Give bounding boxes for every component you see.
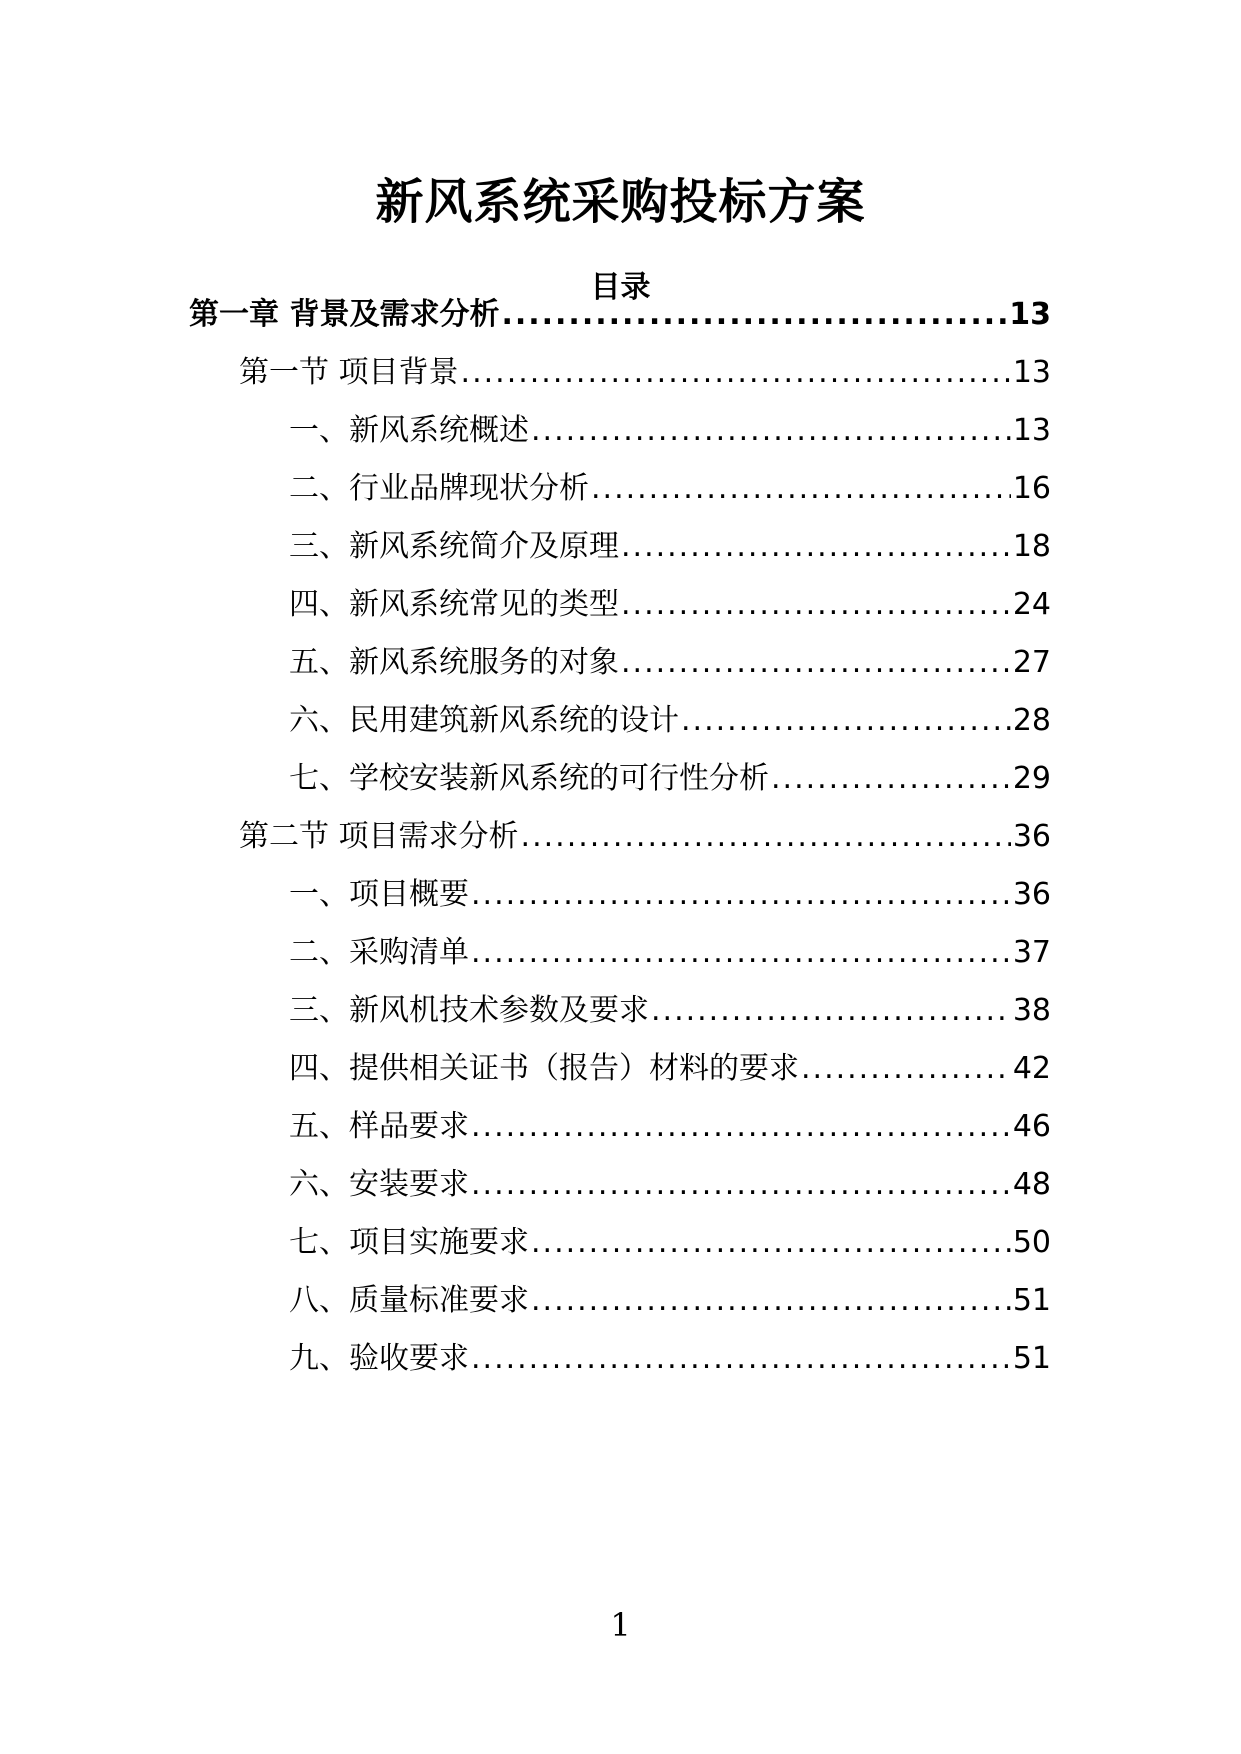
- toc-entry-item[interactable]: [289, 1339, 1051, 1379]
- toc-entry-label: 二、采购清单: [289, 935, 469, 970]
- toc-entry-label: 四、新风系统常见的类型: [289, 587, 619, 622]
- toc-entry-label: 二、行业品牌现状分析: [289, 471, 589, 506]
- toc-leader-dots: [651, 991, 1011, 1031]
- toc-entry-section-2[interactable]: [239, 817, 1051, 857]
- toc-entry-page: 37: [1012, 935, 1051, 970]
- document-title: 新风系统采购投标方案: [375, 174, 866, 230]
- toc-leader-dots: [471, 933, 1011, 973]
- toc-entry-label: 第一章 背景及需求分析: [189, 297, 500, 332]
- toc-entry-label: 六、民用建筑新风系统的设计: [289, 703, 679, 738]
- toc-entry-page: 36: [1012, 819, 1051, 854]
- toc-entry-item[interactable]: [289, 875, 1051, 915]
- toc-entry-page: 50: [1012, 1225, 1051, 1260]
- toc-leader-dots: [501, 295, 1007, 335]
- toc-entry-page: 13: [1012, 355, 1051, 390]
- toc-entry-page: 13: [1009, 297, 1051, 332]
- toc-leader-dots: [471, 1339, 1011, 1379]
- toc-leader-dots: [801, 1049, 1011, 1089]
- toc-entry-page: 27: [1012, 645, 1051, 680]
- toc-entry-page: 36: [1012, 877, 1051, 912]
- toc-leader-dots: [771, 759, 1011, 799]
- toc-entry-item[interactable]: [289, 585, 1051, 625]
- toc-entry-page: 48: [1012, 1167, 1051, 1202]
- toc-leader-dots: [621, 527, 1011, 567]
- toc-entry-page: 46: [1012, 1109, 1051, 1144]
- toc-entry-chapter-1[interactable]: [189, 295, 1051, 335]
- toc-leader-dots: [521, 817, 1011, 857]
- toc-entry-item[interactable]: [289, 1281, 1051, 1321]
- toc-leader-dots: [591, 469, 1011, 509]
- toc-leader-dots: [531, 1281, 1011, 1321]
- toc-entry-item[interactable]: [289, 991, 1051, 1031]
- toc-entry-page: 18: [1012, 529, 1051, 564]
- toc-entry-item[interactable]: [289, 1049, 1051, 1089]
- toc-entry-page: 13: [1012, 413, 1051, 448]
- toc-entry-page: 16: [1012, 471, 1051, 506]
- toc-leader-dots: [531, 1223, 1011, 1263]
- toc-entry-label: 七、项目实施要求: [289, 1225, 529, 1260]
- toc-entry-label: 第二节 项目需求分析: [239, 819, 519, 854]
- toc-entry-label: 六、安装要求: [289, 1167, 469, 1202]
- toc-entry-label: 七、学校安装新风系统的可行性分析: [289, 761, 769, 796]
- toc-entry-item[interactable]: [289, 759, 1051, 799]
- toc-entry-item[interactable]: [289, 933, 1051, 973]
- toc-leader-dots: [471, 875, 1011, 915]
- toc-entry-label: 一、项目概要: [289, 877, 469, 912]
- toc-entry-section-1[interactable]: [239, 353, 1051, 393]
- toc-entry-label: 一、新风系统概述: [289, 413, 529, 448]
- toc-entry-label: 九、验收要求: [289, 1341, 469, 1376]
- toc-entry-item[interactable]: [289, 1223, 1051, 1263]
- toc-entry-label: 三、新风机技术参数及要求: [289, 993, 649, 1028]
- toc-entry-label: 五、样品要求: [289, 1109, 469, 1144]
- toc-entry-item[interactable]: [289, 1165, 1051, 1205]
- toc-leader-dots: [621, 643, 1011, 683]
- toc-leader-dots: [471, 1165, 1011, 1205]
- toc-leader-dots: [621, 585, 1011, 625]
- toc-entry-page: 24: [1012, 587, 1051, 622]
- toc-entry-page: 28: [1012, 703, 1051, 738]
- toc-entry-item[interactable]: [289, 1107, 1051, 1147]
- toc-entry-label: 五、新风系统服务的对象: [289, 645, 619, 680]
- toc-entry-page: 51: [1012, 1283, 1051, 1318]
- toc-entry-page: 42: [1012, 1051, 1051, 1086]
- toc-entry-page: 29: [1012, 761, 1051, 796]
- toc-entry-item[interactable]: [289, 469, 1051, 509]
- toc-entry-label: 第一节 项目背景: [239, 355, 459, 390]
- toc-entry-label: 八、质量标准要求: [289, 1283, 529, 1318]
- toc-leader-dots: [681, 701, 1011, 741]
- toc-entry-page: 51: [1012, 1341, 1051, 1376]
- toc-entry-item[interactable]: [289, 643, 1051, 683]
- toc-heading: 目录: [590, 270, 651, 305]
- toc-entry-label: 三、新风系统简介及原理: [289, 529, 619, 564]
- toc-entry-page: 38: [1012, 993, 1051, 1028]
- toc-leader-dots: [471, 1107, 1011, 1147]
- toc-entry-item[interactable]: [289, 701, 1051, 741]
- toc-leader-dots: [461, 353, 1011, 393]
- page-number: 1: [610, 1606, 631, 1644]
- toc-entry-item[interactable]: [289, 411, 1051, 451]
- toc-entry-label: 四、提供相关证书（报告）材料的要求: [289, 1051, 799, 1086]
- toc-entry-item[interactable]: [289, 527, 1051, 567]
- toc-leader-dots: [531, 411, 1011, 451]
